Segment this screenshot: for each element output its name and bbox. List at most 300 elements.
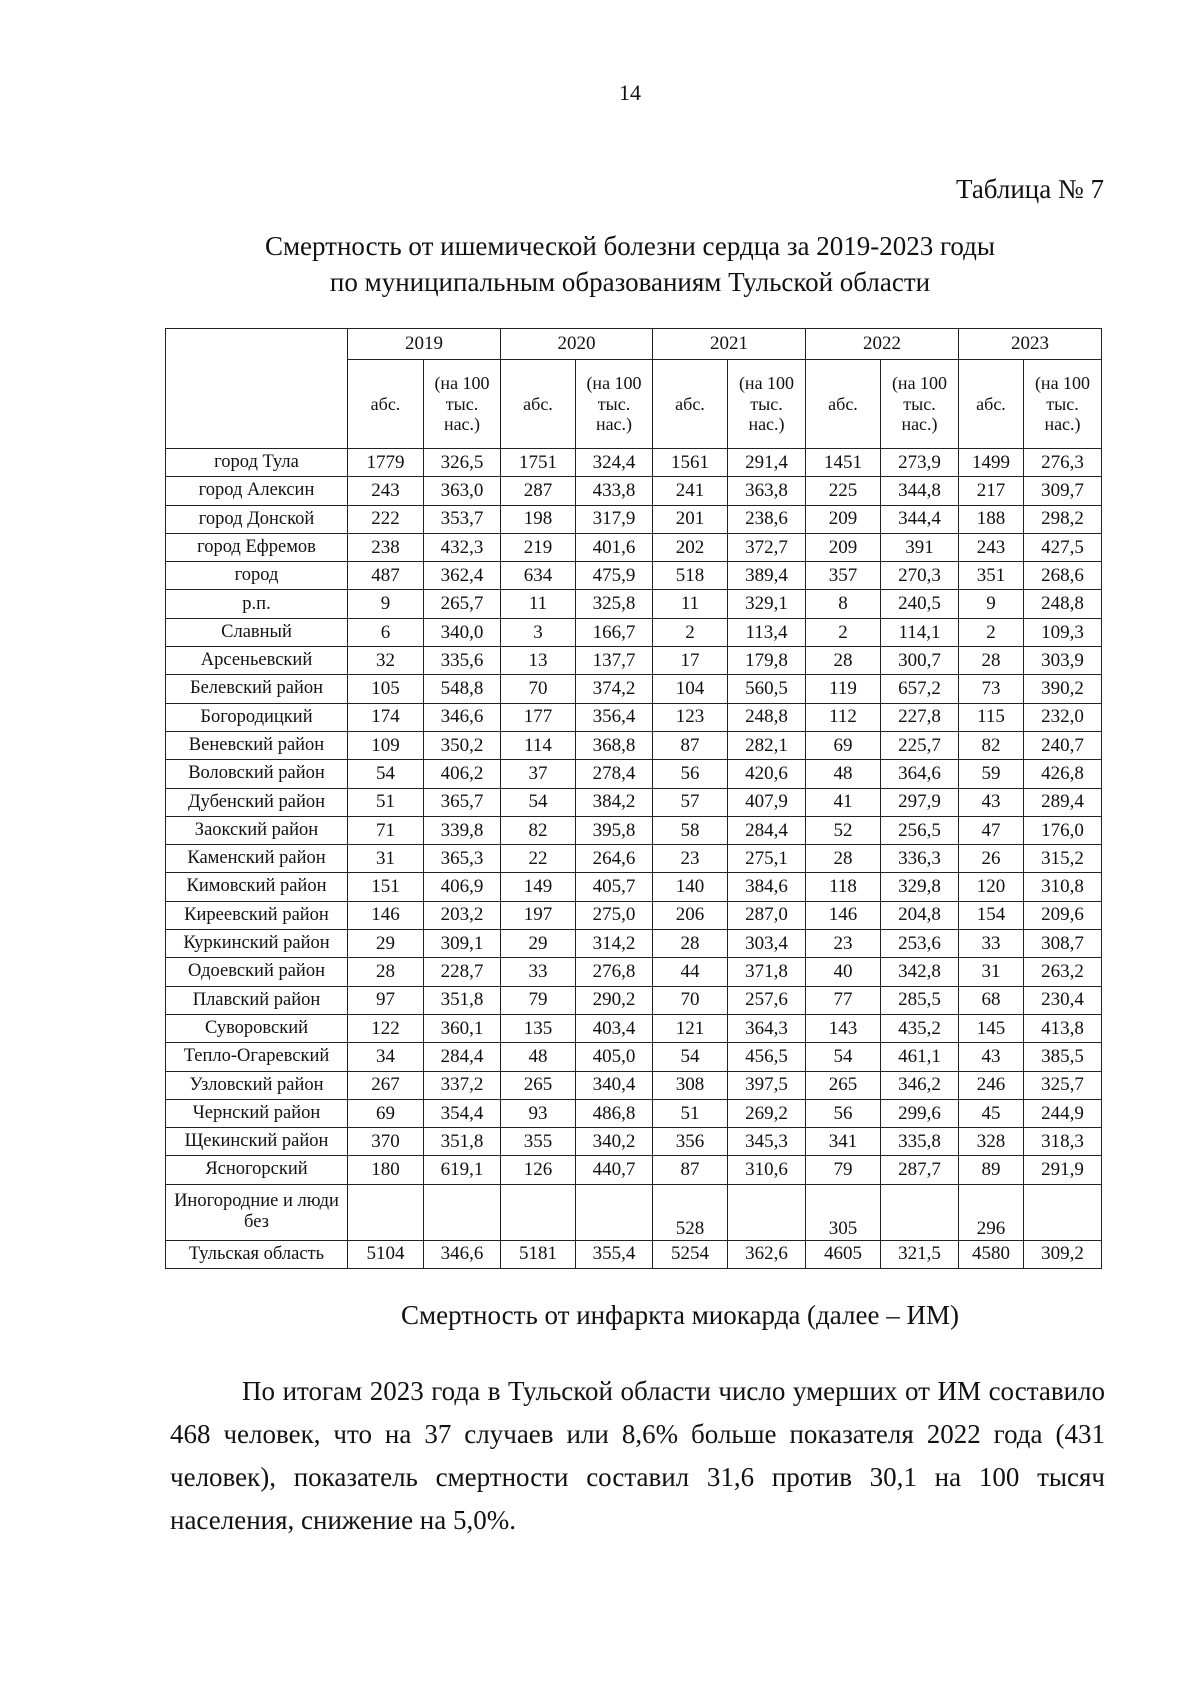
abs-value-cell: 121	[653, 1014, 728, 1042]
municipality-name: город Донской	[166, 505, 348, 533]
rate-value-cell: 314,2	[576, 930, 653, 958]
table-row	[166, 477, 1102, 505]
abs-value-cell: 1561	[653, 449, 728, 477]
table-row	[166, 845, 1102, 873]
rate-value-cell: 401,6	[576, 533, 653, 561]
abs-value-cell: 93	[501, 1099, 576, 1127]
abs-value-cell: 82	[959, 731, 1024, 759]
abs-value-cell: 28	[348, 958, 424, 986]
rate-value-cell: 264,6	[576, 845, 653, 873]
rate-value-cell: 289,4	[1024, 788, 1102, 816]
abs-value-cell: 112	[806, 703, 881, 731]
abs-value-cell: 135	[501, 1014, 576, 1042]
year-header: 2021	[653, 329, 806, 360]
rate-value-cell: 346,2	[881, 1071, 959, 1099]
rate-value-cell: 325,7	[1024, 1071, 1102, 1099]
rate-value-cell	[881, 1184, 959, 1240]
abs-header: абс.	[806, 360, 881, 449]
rate-value-cell: 345,3	[728, 1128, 806, 1156]
table-row	[166, 930, 1102, 958]
rate-value-cell: 270,3	[881, 562, 959, 590]
abs-value-cell: 52	[806, 816, 881, 844]
rate-value-cell: 413,8	[1024, 1014, 1102, 1042]
abs-value-cell: 4605	[806, 1240, 881, 1268]
table-row	[166, 1184, 1102, 1240]
rate-value-cell: 461,1	[881, 1043, 959, 1071]
rate-value-cell: 384,6	[728, 873, 806, 901]
municipality-name: Заокский район	[166, 816, 348, 844]
abs-value-cell: 97	[348, 986, 424, 1014]
rate-value-cell: 166,7	[576, 618, 653, 646]
abs-value-cell: 174	[348, 703, 424, 731]
rate-value-cell: 297,9	[881, 788, 959, 816]
rate-value-cell: 385,5	[1024, 1043, 1102, 1071]
rate-value-cell: 435,2	[881, 1014, 959, 1042]
abs-value-cell: 70	[501, 675, 576, 703]
table-row	[166, 533, 1102, 561]
abs-value-cell: 5104	[348, 1240, 424, 1268]
rate-value-cell: 363,8	[728, 477, 806, 505]
year-header: 2023	[959, 329, 1102, 360]
rate-value-cell: 475,9	[576, 562, 653, 590]
table-title	[170, 228, 1090, 301]
year-header: 2020	[501, 329, 653, 360]
mortality-table	[165, 328, 1102, 1269]
abs-value-cell: 180	[348, 1156, 424, 1184]
abs-value-cell: 120	[959, 873, 1024, 901]
rate-value-cell: 346,6	[424, 703, 501, 731]
rate-value-cell: 426,8	[1024, 760, 1102, 788]
rate-value-cell: 365,3	[424, 845, 501, 873]
abs-value-cell: 29	[348, 930, 424, 958]
abs-value-cell: 1499	[959, 449, 1024, 477]
rate-header: (на 100 тыс. нас.)	[1024, 360, 1102, 449]
rate-value-cell: 315,2	[1024, 845, 1102, 873]
municipality-name: Воловский район	[166, 760, 348, 788]
rate-value-cell: 351,8	[424, 986, 501, 1014]
corner-header-cell	[166, 329, 348, 449]
abs-header: абс.	[348, 360, 424, 449]
abs-value-cell: 87	[653, 1156, 728, 1184]
rate-value-cell: 275,1	[728, 845, 806, 873]
abs-value-cell: 8	[806, 590, 881, 618]
abs-value-cell: 188	[959, 505, 1024, 533]
abs-value-cell: 37	[501, 760, 576, 788]
rate-value-cell: 256,5	[881, 816, 959, 844]
rate-value-cell: 346,6	[424, 1240, 501, 1268]
rate-value-cell: 329,1	[728, 590, 806, 618]
abs-value-cell: 70	[653, 986, 728, 1014]
rate-value-cell: 371,8	[728, 958, 806, 986]
rate-value-cell: 240,5	[881, 590, 959, 618]
municipality-name: Белевский район	[166, 675, 348, 703]
table-title-line-1: Смертность от ишемической болезни сердца за 2019-2023 годы	[264, 231, 996, 261]
rate-value-cell: 433,8	[576, 477, 653, 505]
rate-value-cell: 548,8	[424, 675, 501, 703]
abs-value-cell: 219	[501, 533, 576, 561]
abs-value-cell: 201	[653, 505, 728, 533]
abs-value-cell: 73	[959, 675, 1024, 703]
abs-value-cell: 238	[348, 533, 424, 561]
abs-value-cell: 355	[501, 1128, 576, 1156]
abs-value-cell: 123	[653, 703, 728, 731]
abs-value-cell: 209	[806, 505, 881, 533]
municipality-name: Чернский район	[166, 1099, 348, 1127]
abs-value-cell: 198	[501, 505, 576, 533]
abs-value-cell: 145	[959, 1014, 1024, 1042]
rate-value-cell: 389,4	[728, 562, 806, 590]
abs-value-cell: 197	[501, 901, 576, 929]
abs-value-cell: 246	[959, 1071, 1024, 1099]
rate-value-cell: 265,7	[424, 590, 501, 618]
rate-value-cell: 287,0	[728, 901, 806, 929]
abs-value-cell: 48	[806, 760, 881, 788]
section-heading: Смертность от инфаркта миокарда (далее – ИМ)	[401, 1300, 959, 1330]
rate-value-cell: 310,8	[1024, 873, 1102, 901]
rate-value-cell: 225,7	[881, 731, 959, 759]
rate-value-cell: 420,6	[728, 760, 806, 788]
rate-value-cell: 137,7	[576, 647, 653, 675]
abs-value-cell: 54	[806, 1043, 881, 1071]
abs-value-cell: 154	[959, 901, 1024, 929]
rate-value-cell: 406,9	[424, 873, 501, 901]
rate-value-cell: 291,9	[1024, 1156, 1102, 1184]
abs-value-cell: 351	[959, 562, 1024, 590]
rate-value-cell: 344,4	[881, 505, 959, 533]
abs-value-cell: 267	[348, 1071, 424, 1099]
rate-value-cell: 285,5	[881, 986, 959, 1014]
abs-value-cell: 28	[806, 845, 881, 873]
abs-value-cell: 79	[806, 1156, 881, 1184]
rate-value-cell: 276,8	[576, 958, 653, 986]
abs-value-cell: 68	[959, 986, 1024, 1014]
abs-value-cell: 217	[959, 477, 1024, 505]
rate-value-cell: 354,4	[424, 1099, 501, 1127]
rate-value-cell: 309,2	[1024, 1240, 1102, 1268]
abs-value-cell: 265	[806, 1071, 881, 1099]
abs-value-cell: 13	[501, 647, 576, 675]
rate-header: (на 100 тыс. нас.)	[576, 360, 653, 449]
body-paragraph: По итогам 2023 года в Тульской области число умерших от ИМ составило 468 человек, что на 37 случаев или 8,6% больше показателя 2022 года (431 человек), показатель смертности составил 31,6 против 30,1 на 100 тысяч населения, снижение на 5,0%.	[170, 1376, 1105, 1535]
abs-value-cell: 40	[806, 958, 881, 986]
rate-value-cell: 273,9	[881, 449, 959, 477]
rate-value-cell: 326,5	[424, 449, 501, 477]
rate-value-cell: 278,4	[576, 760, 653, 788]
municipality-name: Тепло-Огаревский	[166, 1043, 348, 1071]
abs-value-cell: 225	[806, 477, 881, 505]
rate-value-cell: 340,4	[576, 1071, 653, 1099]
rate-value-cell: 263,2	[1024, 958, 1102, 986]
abs-value-cell	[501, 1184, 576, 1240]
abs-value-cell: 54	[653, 1043, 728, 1071]
rate-value-cell: 427,5	[1024, 533, 1102, 561]
table-row	[166, 760, 1102, 788]
rate-value-cell: 257,6	[728, 986, 806, 1014]
table-row	[166, 873, 1102, 901]
rate-value-cell: 284,4	[424, 1043, 501, 1071]
rate-value-cell: 248,8	[728, 703, 806, 731]
rate-value-cell	[424, 1184, 501, 1240]
rate-value-cell: 456,5	[728, 1043, 806, 1071]
rate-value-cell: 335,8	[881, 1128, 959, 1156]
abs-value-cell: 126	[501, 1156, 576, 1184]
rate-value-cell: 372,7	[728, 533, 806, 561]
abs-value-cell: 56	[653, 760, 728, 788]
rate-value-cell: 337,2	[424, 1071, 501, 1099]
abs-value-cell: 1779	[348, 449, 424, 477]
abs-value-cell: 28	[653, 930, 728, 958]
abs-header: абс.	[959, 360, 1024, 449]
abs-header: абс.	[501, 360, 576, 449]
rate-value-cell	[728, 1184, 806, 1240]
abs-value-cell: 77	[806, 986, 881, 1014]
rate-value-cell: 230,4	[1024, 986, 1102, 1014]
rate-value-cell: 109,3	[1024, 618, 1102, 646]
abs-value-cell: 241	[653, 477, 728, 505]
rate-value-cell: 351,8	[424, 1128, 501, 1156]
abs-value-cell: 11	[501, 590, 576, 618]
table-row	[166, 590, 1102, 618]
table-row	[166, 901, 1102, 929]
table-row	[166, 505, 1102, 533]
rate-value-cell: 324,4	[576, 449, 653, 477]
municipality-name: Куркинский район	[166, 930, 348, 958]
rate-value-cell: 403,4	[576, 1014, 653, 1042]
abs-value-cell: 177	[501, 703, 576, 731]
rate-value-cell: 364,6	[881, 760, 959, 788]
municipality-name: Иногородние и люди без	[166, 1184, 348, 1240]
municipality-name: Славный	[166, 618, 348, 646]
abs-value-cell: 54	[501, 788, 576, 816]
abs-value-cell: 2	[959, 618, 1024, 646]
rate-value-cell: 355,4	[576, 1240, 653, 1268]
abs-value-cell: 518	[653, 562, 728, 590]
abs-value-cell: 23	[653, 845, 728, 873]
rate-value-cell: 240,7	[1024, 731, 1102, 759]
rate-value-cell: 244,9	[1024, 1099, 1102, 1127]
table-title-line-2: по муниципальным образованиям Тульской области	[329, 267, 931, 298]
table-row	[166, 1240, 1102, 1268]
abs-value-cell: 356	[653, 1128, 728, 1156]
abs-value-cell: 33	[501, 958, 576, 986]
rate-value-cell: 318,3	[1024, 1128, 1102, 1156]
municipality-name: р.п.	[166, 590, 348, 618]
abs-value-cell: 5254	[653, 1240, 728, 1268]
municipality-name: город	[166, 562, 348, 590]
rate-header: (на 100 тыс. нас.)	[728, 360, 806, 449]
abs-value-cell: 115	[959, 703, 1024, 731]
abs-value-cell: 29	[501, 930, 576, 958]
abs-value-cell: 105	[348, 675, 424, 703]
abs-value-cell: 23	[806, 930, 881, 958]
abs-value-cell: 202	[653, 533, 728, 561]
rate-value-cell: 363,0	[424, 477, 501, 505]
abs-value-cell: 26	[959, 845, 1024, 873]
abs-value-cell: 9	[348, 590, 424, 618]
rate-value-cell: 350,2	[424, 731, 501, 759]
abs-value-cell: 79	[501, 986, 576, 1014]
rate-value-cell: 203,2	[424, 901, 501, 929]
abs-value-cell: 296	[959, 1184, 1024, 1240]
abs-value-cell: 222	[348, 505, 424, 533]
abs-value-cell: 82	[501, 816, 576, 844]
abs-value-cell: 3	[501, 618, 576, 646]
rate-value-cell: 299,6	[881, 1099, 959, 1127]
municipality-name: Суворовский	[166, 1014, 348, 1042]
abs-value-cell: 22	[501, 845, 576, 873]
abs-value-cell: 287	[501, 477, 576, 505]
table-row	[166, 1014, 1102, 1042]
abs-value-cell: 209	[806, 533, 881, 561]
abs-value-cell: 34	[348, 1043, 424, 1071]
abs-value-cell: 6	[348, 618, 424, 646]
abs-value-cell: 1451	[806, 449, 881, 477]
table-row	[166, 647, 1102, 675]
municipality-name: Арсеньевский	[166, 647, 348, 675]
municipality-name: Плавский район	[166, 986, 348, 1014]
abs-value-cell: 370	[348, 1128, 424, 1156]
municipality-name: Кимовский район	[166, 873, 348, 901]
year-header: 2019	[348, 329, 501, 360]
rate-value-cell: 290,2	[576, 986, 653, 1014]
rate-value-cell: 303,4	[728, 930, 806, 958]
municipality-name: Киреевский район	[166, 901, 348, 929]
rate-value-cell: 336,3	[881, 845, 959, 873]
rate-value-cell: 362,6	[728, 1240, 806, 1268]
abs-value-cell: 45	[959, 1099, 1024, 1127]
rate-value-cell: 560,5	[728, 675, 806, 703]
rate-value-cell: 308,7	[1024, 930, 1102, 958]
abs-header: абс.	[653, 360, 728, 449]
abs-value-cell: 341	[806, 1128, 881, 1156]
abs-value-cell: 305	[806, 1184, 881, 1240]
municipality-name: Узловский район	[166, 1071, 348, 1099]
abs-value-cell: 51	[348, 788, 424, 816]
table-row	[166, 449, 1102, 477]
rate-value-cell: 390,2	[1024, 675, 1102, 703]
abs-value-cell: 59	[959, 760, 1024, 788]
abs-value-cell: 48	[501, 1043, 576, 1071]
abs-value-cell: 17	[653, 647, 728, 675]
rate-value-cell: 176,0	[1024, 816, 1102, 844]
abs-value-cell: 51	[653, 1099, 728, 1127]
table-row	[166, 1128, 1102, 1156]
abs-value-cell: 149	[501, 873, 576, 901]
abs-value-cell: 41	[806, 788, 881, 816]
abs-value-cell: 69	[806, 731, 881, 759]
abs-value-cell: 1751	[501, 449, 576, 477]
rate-value-cell: 232,0	[1024, 703, 1102, 731]
abs-value-cell: 308	[653, 1071, 728, 1099]
abs-value-cell: 140	[653, 873, 728, 901]
rate-value-cell: 329,8	[881, 873, 959, 901]
abs-value-cell: 28	[959, 647, 1024, 675]
rate-value-cell: 228,7	[424, 958, 501, 986]
rate-value-cell: 395,8	[576, 816, 653, 844]
abs-value-cell: 56	[806, 1099, 881, 1127]
abs-value-cell: 9	[959, 590, 1024, 618]
rate-value-cell: 253,6	[881, 930, 959, 958]
rate-value-cell: 300,7	[881, 647, 959, 675]
rate-header: (на 100 тыс. нас.)	[881, 360, 959, 449]
rate-value-cell: 276,3	[1024, 449, 1102, 477]
municipality-name: Щекинский район	[166, 1128, 348, 1156]
abs-value-cell: 5181	[501, 1240, 576, 1268]
rate-value-cell: 407,9	[728, 788, 806, 816]
table-row	[166, 986, 1102, 1014]
table-row	[166, 618, 1102, 646]
rate-value-cell: 282,1	[728, 731, 806, 759]
abs-value-cell: 87	[653, 731, 728, 759]
rate-value-cell: 335,6	[424, 647, 501, 675]
municipality-name: город Алексин	[166, 477, 348, 505]
municipality-name: Каменский район	[166, 845, 348, 873]
table-label: Таблица № 7	[956, 174, 1104, 204]
rate-value-cell: 657,2	[881, 675, 959, 703]
table-row	[166, 958, 1102, 986]
abs-value-cell: 47	[959, 816, 1024, 844]
abs-value-cell: 143	[806, 1014, 881, 1042]
rate-value-cell: 406,2	[424, 760, 501, 788]
municipality-name: Дубенский район	[166, 788, 348, 816]
rate-value-cell: 287,7	[881, 1156, 959, 1184]
abs-value-cell: 71	[348, 816, 424, 844]
rate-value-cell: 365,7	[424, 788, 501, 816]
rate-value-cell: 309,1	[424, 930, 501, 958]
abs-value-cell: 119	[806, 675, 881, 703]
abs-value-cell: 58	[653, 816, 728, 844]
abs-value-cell: 634	[501, 562, 576, 590]
rate-value-cell: 204,8	[881, 901, 959, 929]
rate-value-cell: 340,2	[576, 1128, 653, 1156]
municipality-name: Ясногорский	[166, 1156, 348, 1184]
rate-value-cell: 397,5	[728, 1071, 806, 1099]
rate-value-cell: 238,6	[728, 505, 806, 533]
rate-value-cell: 275,0	[576, 901, 653, 929]
rate-value-cell: 405,7	[576, 873, 653, 901]
page-number: 14	[619, 80, 641, 105]
rate-value-cell: 440,7	[576, 1156, 653, 1184]
abs-value-cell: 122	[348, 1014, 424, 1042]
abs-value-cell: 104	[653, 675, 728, 703]
abs-value-cell: 146	[348, 901, 424, 929]
rate-value-cell: 374,2	[576, 675, 653, 703]
rate-value-cell: 486,8	[576, 1099, 653, 1127]
abs-value-cell: 528	[653, 1184, 728, 1240]
rate-value-cell: 298,2	[1024, 505, 1102, 533]
rate-value-cell: 179,8	[728, 647, 806, 675]
rate-value-cell: 342,8	[881, 958, 959, 986]
abs-value-cell: 31	[348, 845, 424, 873]
municipality-name: Тульская область	[166, 1240, 348, 1268]
rate-value-cell: 114,1	[881, 618, 959, 646]
table-row	[166, 788, 1102, 816]
table-row	[166, 1156, 1102, 1184]
abs-value-cell: 69	[348, 1099, 424, 1127]
table-row	[166, 816, 1102, 844]
year-header-row	[166, 329, 1102, 360]
abs-value-cell: 28	[806, 647, 881, 675]
municipality-name: Богородицкий	[166, 703, 348, 731]
municipality-name: город Тула	[166, 449, 348, 477]
rate-value-cell: 209,6	[1024, 901, 1102, 929]
abs-value-cell: 33	[959, 930, 1024, 958]
rate-value-cell: 340,0	[424, 618, 501, 646]
rate-value-cell: 344,8	[881, 477, 959, 505]
abs-value-cell: 328	[959, 1128, 1024, 1156]
abs-value-cell: 57	[653, 788, 728, 816]
abs-value-cell: 243	[959, 533, 1024, 561]
